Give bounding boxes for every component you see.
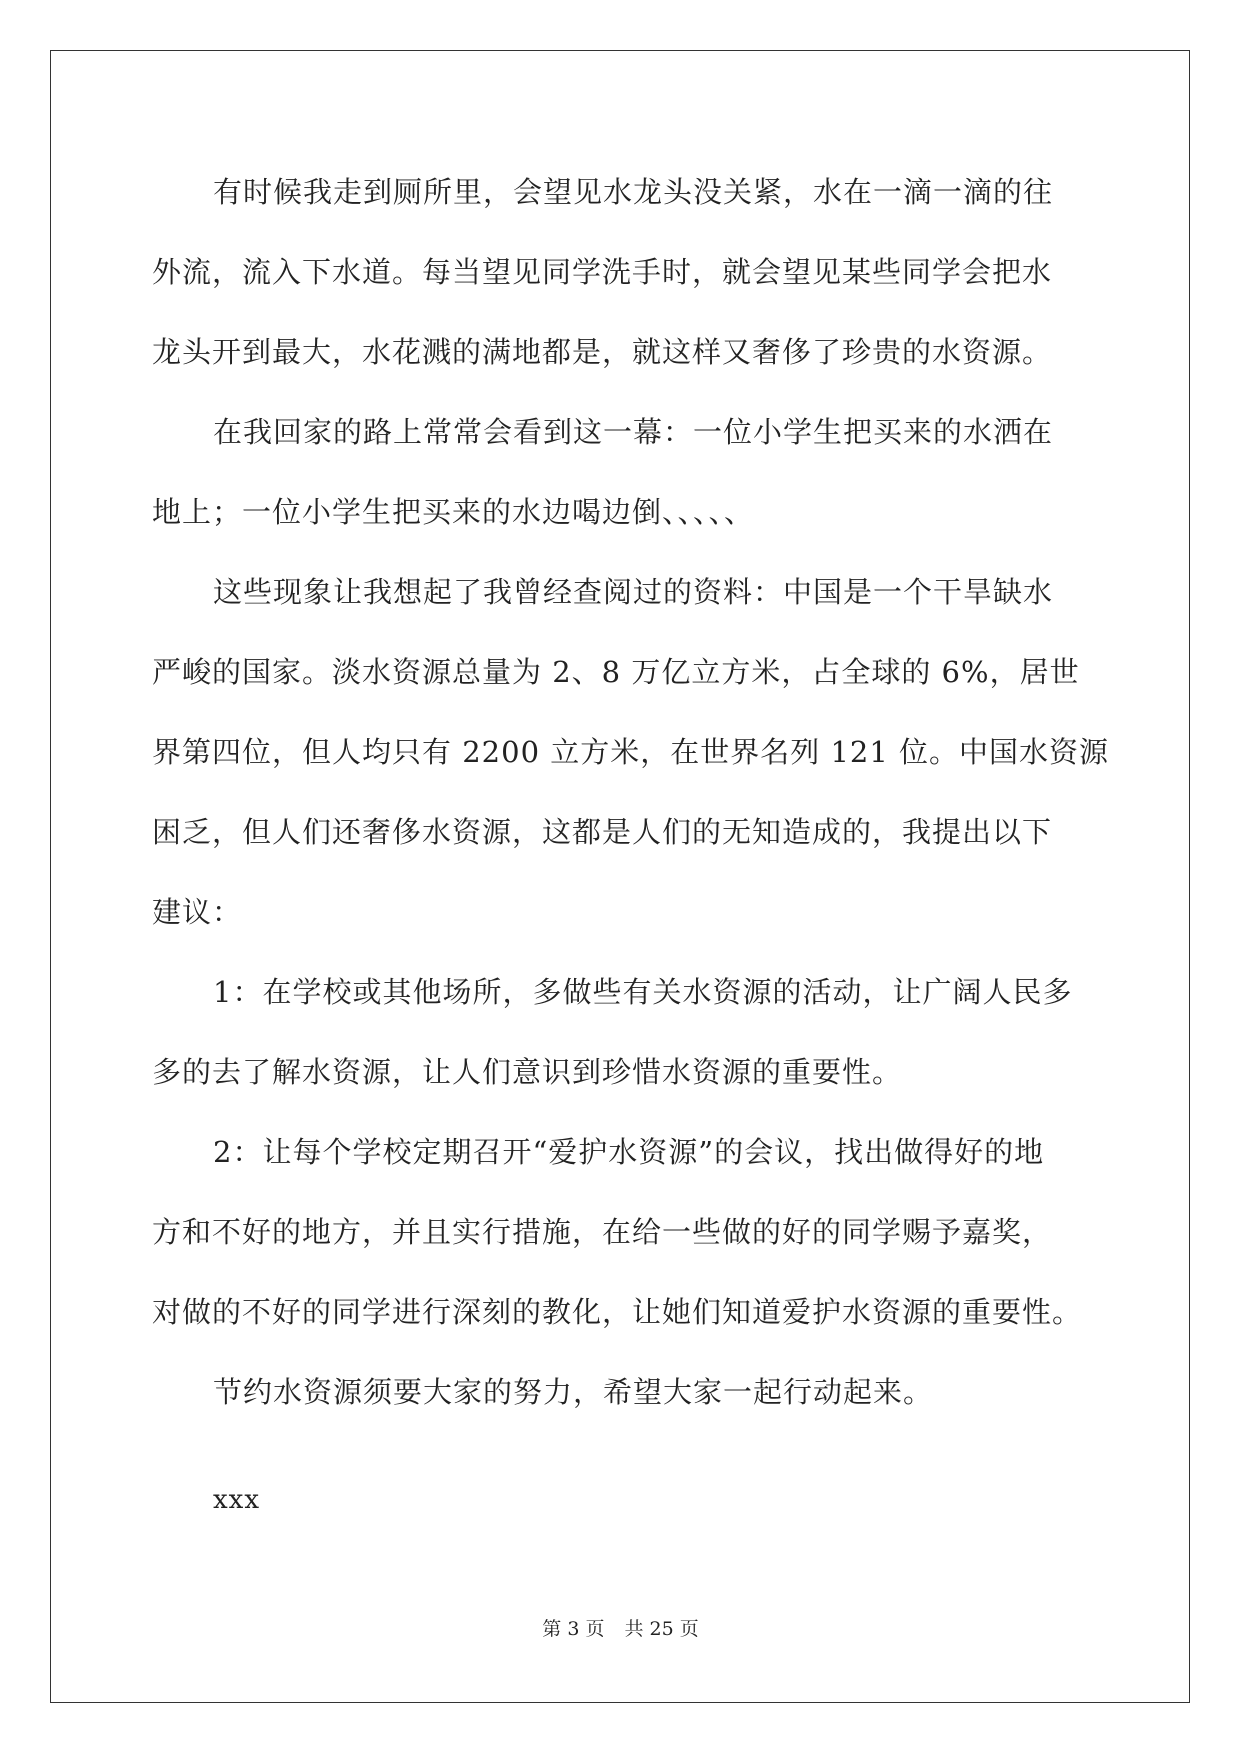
paragraph-3-line-1: 这些现象让我想起了我曾经查阅过的资料：中国是一个干旱缺水 <box>213 575 1054 609</box>
paragraph-2-line-2: 地上；一位小学生把买来的水边喝边倒、、、、、 <box>152 495 755 529</box>
page-footer <box>0 1617 1241 1641</box>
paragraph-3-line-4: 困乏，但人们还奢侈水资源，这都是人们的无知造成的，我提出以下 <box>152 815 1053 849</box>
paragraph-2-line-1: 在我回家的路上常常会看到这一幕：一位小学生把买来的水洒在 <box>213 415 1054 449</box>
paragraph-3-line-5: 建议： <box>152 895 243 929</box>
suggestion-2-line-3: 对做的不好的同学进行深刻的教化，让她们知道爱护水资源的重要性。 <box>152 1295 1083 1329</box>
paragraph-1-line-2: 外流，流入下水道。每当望见同学洗手时，就会望见某些同学会把水 <box>152 255 1053 289</box>
paragraph-3-line-3: 界第四位，但人均只有 2200 立方米，在世界名列 121 位。中国水资源 <box>152 735 1110 769</box>
page-border <box>50 50 1190 1703</box>
paragraph-1-line-1: 有时候我走到厕所里，会望见水龙头没关紧，水在一滴一滴的往 <box>213 175 1054 209</box>
suggestion-1-line-2: 多的去了解水资源，让人们意识到珍惜水资源的重要性。 <box>152 1055 903 1089</box>
suggestion-2-line-2: 方和不好的地方，并且实行措施，在给一些做的好的同学赐予嘉奖， <box>152 1215 1053 1249</box>
suggestion-1-line-1: 1：在学校或其他场所，多做些有关水资源的活动，让广阔人民多 <box>213 975 1073 1009</box>
paragraph-3-line-2: 严峻的国家。淡水资源总量为 2、8 万亿立方米，占全球的 6%，居世 <box>152 655 1080 689</box>
suggestion-2-line-1: 2：让每个学校定期召开“爱护水资源”的会议，找出做得好的地 <box>213 1135 1045 1169</box>
page-number-current: 第 3 页 <box>542 1618 605 1640</box>
paragraph-1-line-3: 龙头开到最大，水花溅的满地都是，就这样又奢侈了珍贵的水资源。 <box>152 335 1053 369</box>
closing-paragraph: 节约水资源须要大家的努力，希望大家一起行动起来。 <box>213 1375 934 1409</box>
page-number-total: 共 25 页 <box>624 1618 699 1640</box>
signature: xxx <box>213 1485 260 1515</box>
